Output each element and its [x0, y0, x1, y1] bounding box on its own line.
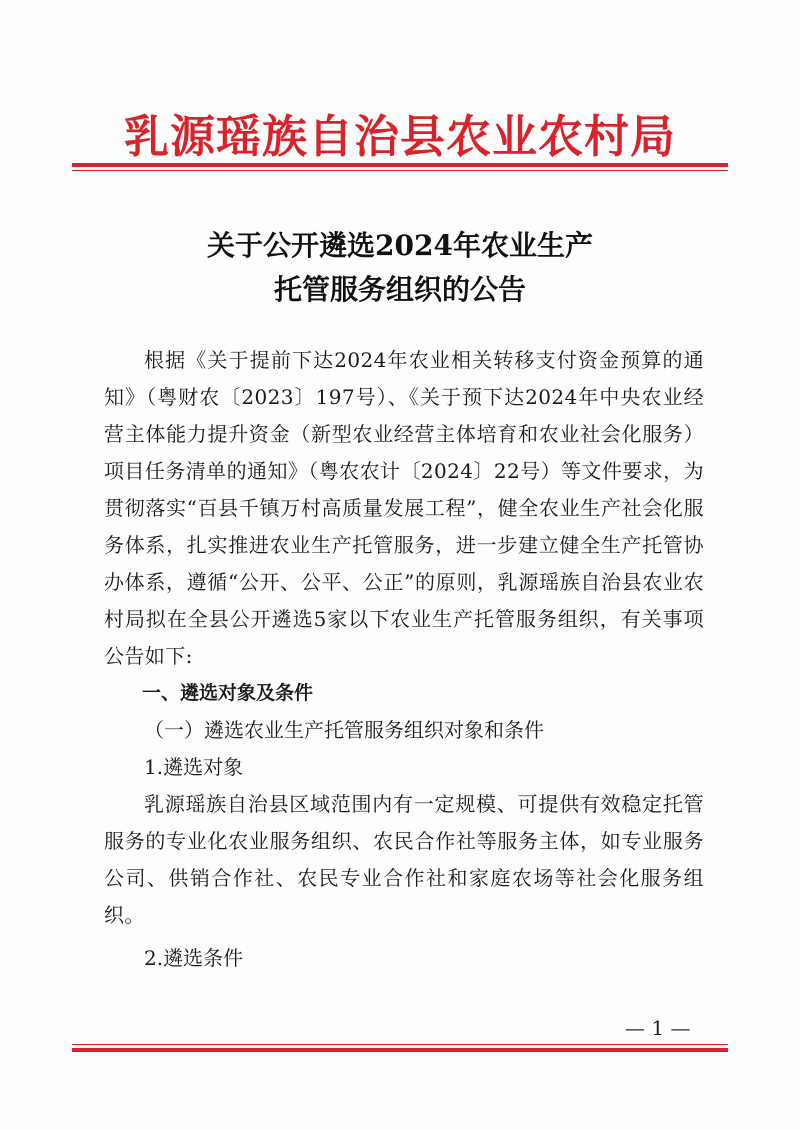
letterhead-rule-thin: [72, 170, 728, 171]
footer-rule-thick: [72, 1048, 728, 1052]
agency-letterhead: 乳源瑶族自治县农业农村局: [123, 110, 676, 163]
item-paragraph-1: 乳源瑶族自治县区域范围内有一定规模、可提供有效稳定托管服务的专业化农业服务组织、农民合作社等服务主体，如专业服务公司、供销合作社、农民专业合作社和家庭农场等社会化服务组织。: [104, 792, 704, 927]
item-heading-2: 2.遴选条件: [144, 946, 244, 970]
intro-paragraph: 根据《关于提前下达2024年农业相关转移支付资金预算的通知》（粤财农〔2023〕197号）、《关于预下达2024年中央农业经营主体能力提升资金（新型农业经营主体培育和农业社会化服务）项目任务清单的通知》（粤农农计〔2024〕22号）等文件要求，为贯彻落实“百县千镇万村高质量发展工程”，健全农业生产社会化服务体系，扎实推进农业生产托管服务，进一步建立健全生产托管协办体系，遵循“公开、公平、公正”的原则，乳源瑶族自治县农业农村局拟在全县公开遴选5家以下农业生产托管服务组织，有关事项公告如下:: [104, 348, 704, 668]
document-title-line-2: 托管服务组织的公告: [273, 273, 526, 306]
document-title-line-1: 关于公开遴选2024年农业生产: [207, 229, 593, 262]
item-heading-1: 1.遴选对象: [144, 755, 244, 779]
footer-rule-thin: [72, 1044, 728, 1045]
section-heading-1: 一、遴选对象及条件: [142, 682, 314, 704]
letterhead-rule-thick: [72, 163, 728, 167]
page-number: — 1 —: [625, 1016, 691, 1040]
subsection-heading-1: （一）遴选农业生产托管服务组织对象和条件: [144, 718, 544, 742]
document-body: [104, 342, 704, 977]
